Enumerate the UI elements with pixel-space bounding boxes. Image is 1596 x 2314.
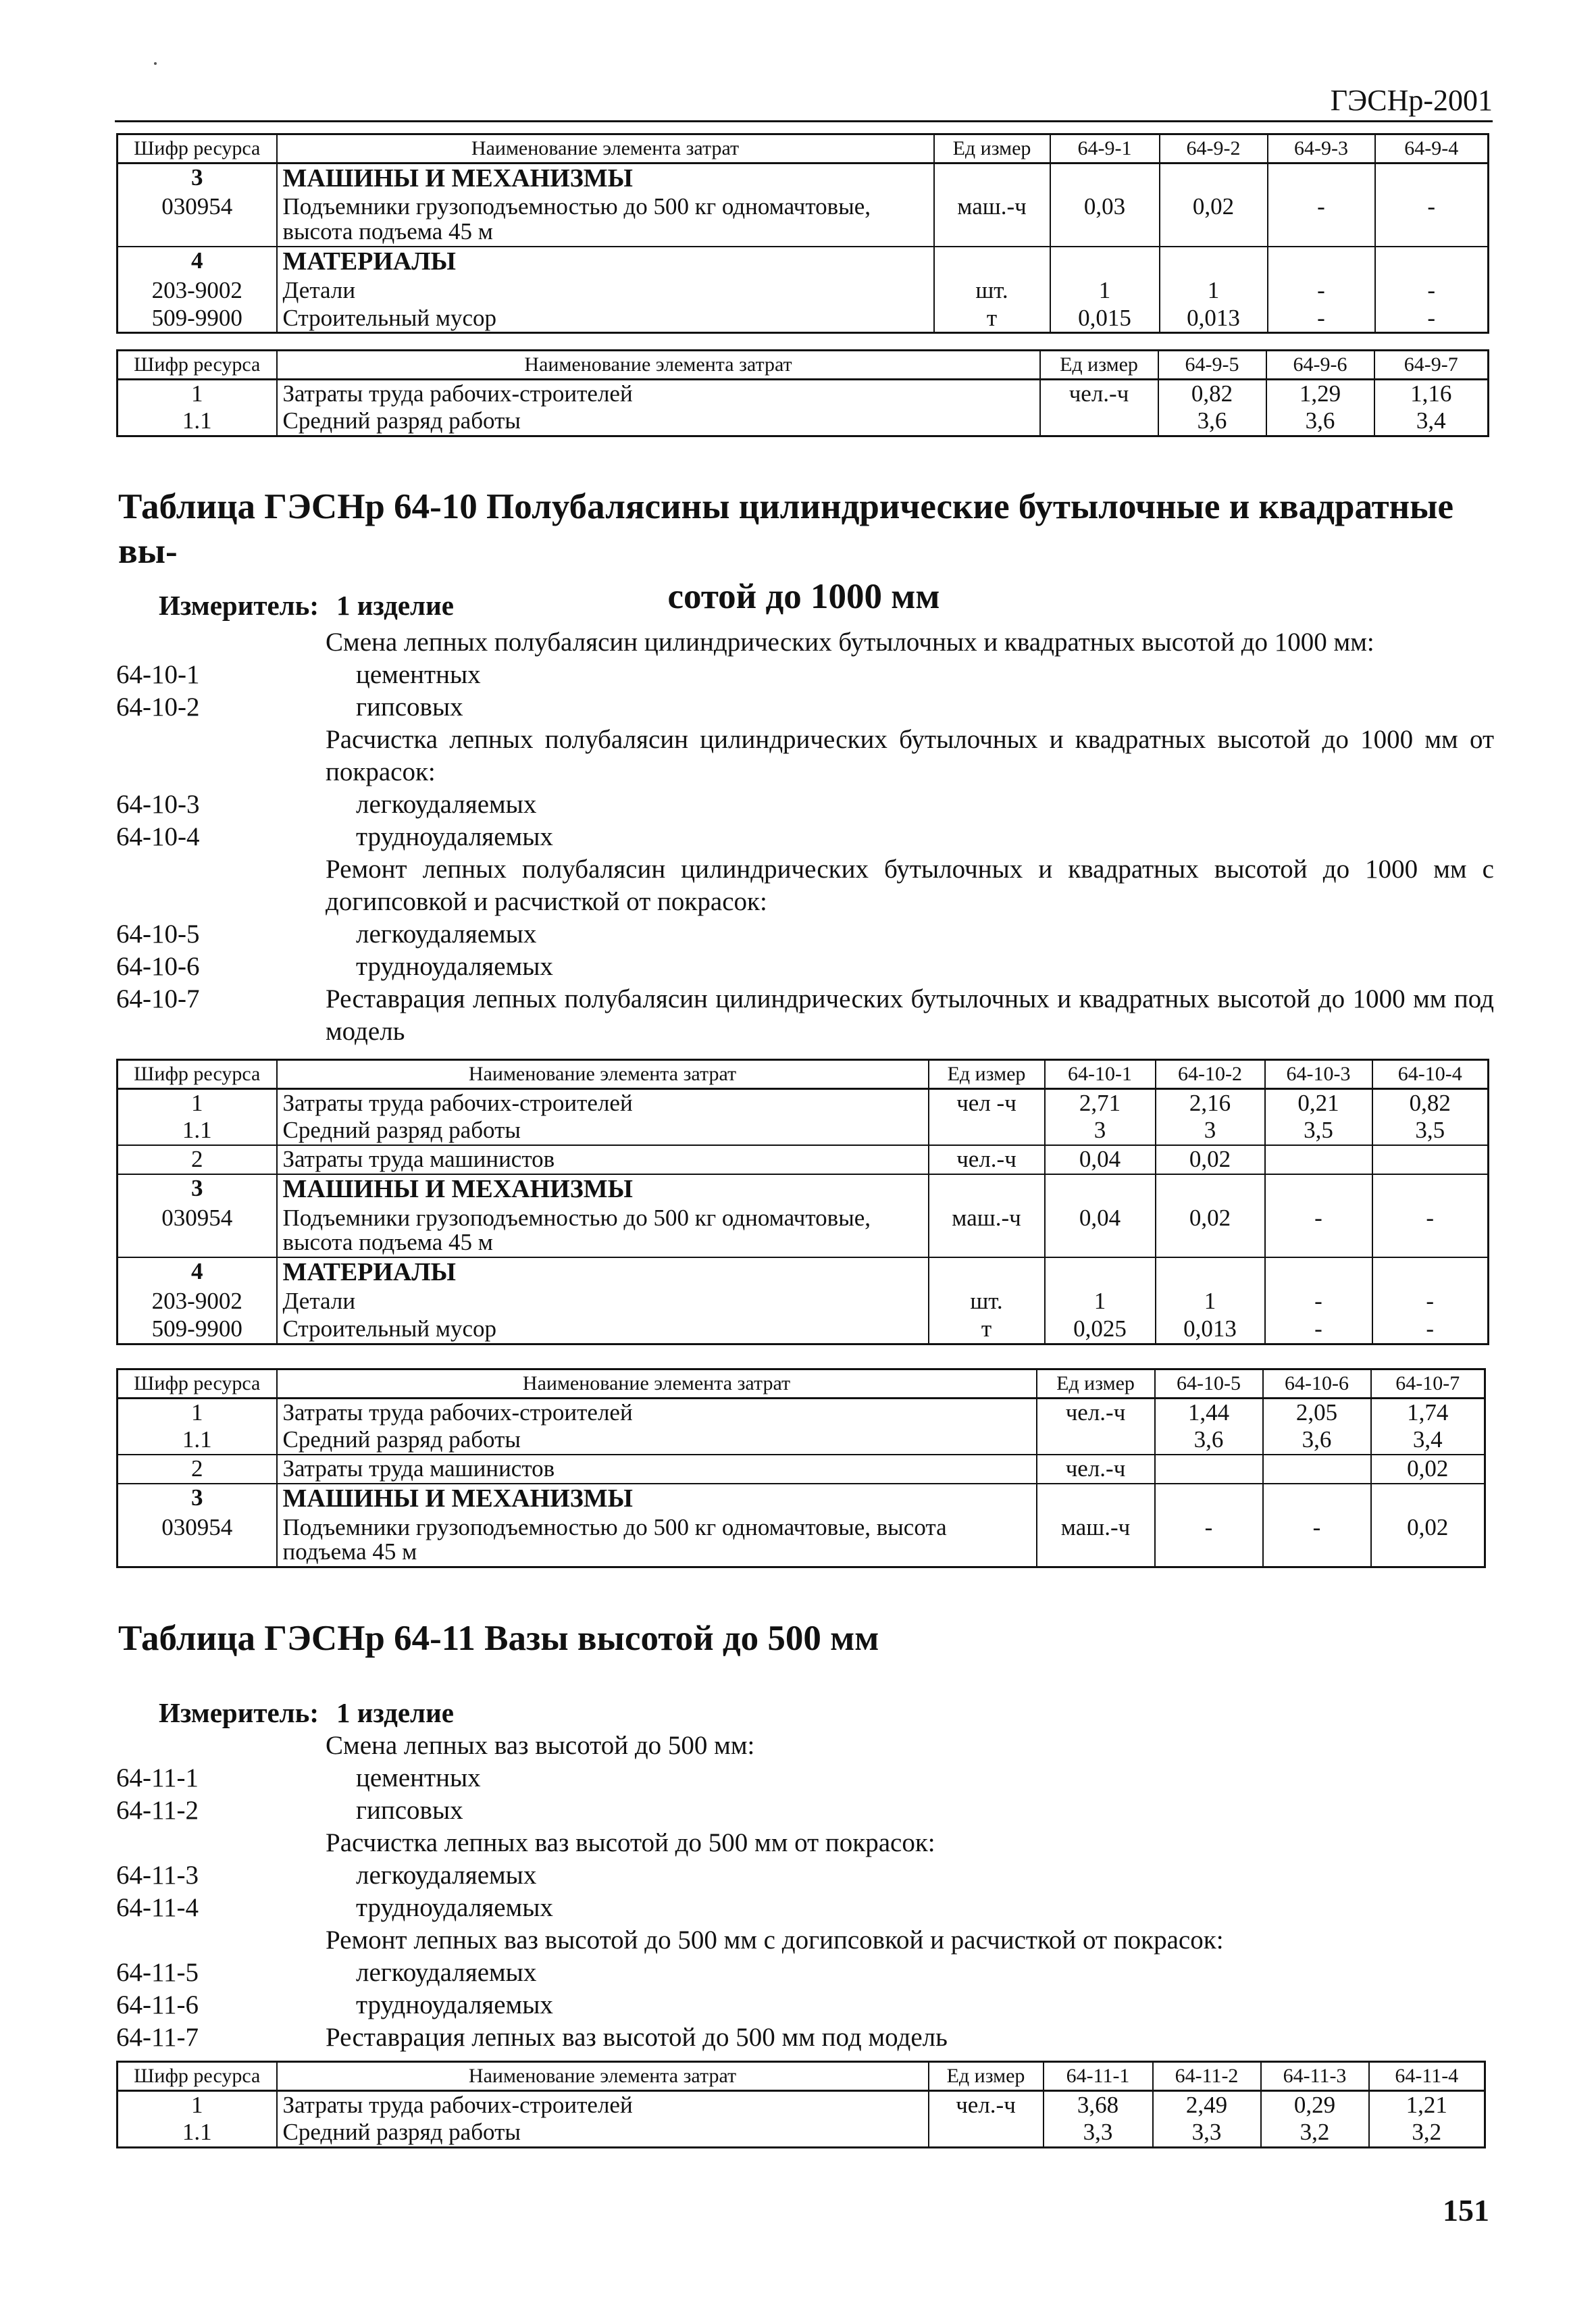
- value-cell: 3,3: [1153, 2119, 1261, 2147]
- table-row: [118, 1174, 1489, 1205]
- header-cell: Шифр ресурса: [118, 1369, 277, 1399]
- value-cell: -: [1372, 1205, 1489, 1258]
- header-cell: 64-9-3: [1268, 134, 1375, 164]
- header-cell: Шифр ресурса: [118, 134, 277, 164]
- page-header: [115, 80, 1493, 122]
- cost-item-name: Затраты труда рабочих-строителей: [277, 379, 1040, 407]
- table-row: [118, 305, 1489, 333]
- resource-code: 030954: [118, 1514, 277, 1567]
- resource-code: 4: [118, 1257, 277, 1288]
- scan-speck: [154, 62, 157, 65]
- resource-code: 1: [118, 1398, 277, 1426]
- resource-table-64-9-b: [116, 349, 1489, 437]
- value-cell: -: [1268, 193, 1375, 247]
- value-cell: 0,02: [1156, 1205, 1265, 1258]
- unit: [929, 1117, 1045, 1145]
- table-header-row: [118, 1369, 1485, 1399]
- value-cell: 0,21: [1265, 1088, 1372, 1117]
- value-cell: 1: [1156, 1288, 1265, 1315]
- work-code: 64-10-2: [116, 693, 200, 722]
- resource-code: 509-9900: [118, 1315, 277, 1344]
- value-cell: 0,03: [1050, 193, 1160, 247]
- value-cell: 1,74: [1371, 1398, 1485, 1426]
- value-cell: 2,71: [1045, 1088, 1156, 1117]
- value-cell: 3,5: [1265, 1117, 1372, 1145]
- resource-code: 1.1: [118, 1426, 277, 1455]
- work-group-text: Смена лепных полубалясин цилиндрических бутылочных и квадратных высотой до 1000 мм:: [326, 628, 1374, 657]
- resource-code: 203-9002: [118, 1288, 277, 1315]
- table-header-row: [118, 1060, 1489, 1089]
- header-cell: Шифр ресурса: [118, 1060, 277, 1089]
- section-heading: МАТЕРИАЛЫ: [277, 1257, 929, 1288]
- resource-code: 4: [118, 247, 277, 277]
- header-cell: 64-11-4: [1369, 2062, 1485, 2091]
- section-heading: МАШИНЫ И МЕХАНИЗМЫ: [277, 1484, 1037, 1514]
- table-row: [118, 1117, 1489, 1145]
- work-list-64-11: [116, 1730, 1494, 2054]
- value-cell: 2,16: [1156, 1088, 1265, 1117]
- header-cell: Ед измер: [1037, 1369, 1155, 1399]
- table-row: [118, 1288, 1489, 1315]
- header-cell: Шифр ресурса: [118, 2062, 277, 2091]
- work-code: 64-10-7: [116, 984, 200, 1013]
- unit: [1040, 407, 1158, 436]
- value-cell: 3,5: [1372, 1117, 1489, 1145]
- value-cell: 3,6: [1263, 1426, 1371, 1455]
- value-cell: 1: [1045, 1288, 1156, 1315]
- value-cell: 3: [1156, 1117, 1265, 1145]
- work-code: 64-10-1: [116, 660, 200, 689]
- value-cell: [1372, 1145, 1489, 1174]
- resource-code: 030954: [118, 1205, 277, 1258]
- section-heading: МАТЕРИАЛЫ: [277, 247, 934, 277]
- header-cell: Ед измер: [929, 1060, 1045, 1089]
- header-cell: 64-10-4: [1372, 1060, 1489, 1089]
- value-cell: -: [1263, 1514, 1371, 1567]
- header-cell: 64-10-3: [1265, 1060, 1372, 1089]
- header-cell: 64-11-2: [1153, 2062, 1261, 2091]
- measure-value: 1 изделие: [336, 1697, 454, 1728]
- table-row: [118, 1088, 1489, 1117]
- work-item: гипсовых: [356, 1796, 463, 1825]
- work-item: цементных: [356, 660, 481, 689]
- value-cell: 0,02: [1371, 1514, 1485, 1567]
- resource-table-64-9-a: [116, 133, 1489, 334]
- cost-item-name: Затраты труда рабочих-строителей: [277, 1088, 929, 1117]
- resource-code: 2: [118, 1145, 277, 1174]
- resource-code: 3: [118, 1174, 277, 1205]
- table-row: [118, 247, 1489, 277]
- value-cell: 3,2: [1261, 2119, 1369, 2147]
- value-cell: -: [1375, 193, 1489, 247]
- table-row: [118, 407, 1489, 436]
- header-cell: Наименование элемента затрат: [277, 351, 1040, 380]
- value-cell: [1265, 1145, 1372, 1174]
- unit: т: [934, 305, 1050, 333]
- value-cell: 3,3: [1044, 2119, 1153, 2147]
- value-cell: 0,04: [1045, 1205, 1156, 1258]
- unit: чел.-ч: [929, 2090, 1044, 2119]
- cost-item-name: Затраты труда машинистов: [277, 1145, 929, 1174]
- value-cell: 0,02: [1371, 1455, 1485, 1484]
- value-cell: 0,013: [1156, 1315, 1265, 1344]
- table-row: [118, 1205, 1489, 1258]
- value-cell: [1155, 1455, 1263, 1484]
- resource-table-64-10-b: [116, 1368, 1486, 1568]
- measure-value: 1 изделие: [336, 590, 454, 621]
- section-heading: МАШИНЫ И МЕХАНИЗМЫ: [277, 1174, 929, 1205]
- resource-code: 3: [118, 163, 277, 193]
- value-cell: -: [1265, 1315, 1372, 1344]
- value-cell: 0,02: [1156, 1145, 1265, 1174]
- resource-code: 203-9002: [118, 277, 277, 305]
- unit: [929, 2119, 1044, 2147]
- value-cell: 0,013: [1160, 305, 1268, 333]
- page-number: 151: [1443, 2193, 1489, 2228]
- value-cell: 0,015: [1050, 305, 1160, 333]
- measure-line: [159, 589, 454, 622]
- work-code: 64-10-5: [116, 920, 200, 949]
- resource-code: 509-9900: [118, 305, 277, 333]
- value-cell: 0,025: [1045, 1315, 1156, 1344]
- resource-code: 1.1: [118, 1117, 277, 1145]
- table-row: [118, 2119, 1485, 2147]
- work-code: 64-11-6: [116, 1990, 199, 2019]
- table-row: [118, 1145, 1489, 1174]
- unit: чел -ч: [929, 1088, 1045, 1117]
- resource-table-64-11-a: [116, 2061, 1486, 2148]
- value-cell: -: [1372, 1315, 1489, 1344]
- value-cell: 3: [1045, 1117, 1156, 1145]
- work-code: 64-10-3: [116, 790, 200, 819]
- header-cell: Наименование элемента затрат: [277, 2062, 929, 2091]
- work-group-text: Реставрация лепных ваз высотой до 500 мм под модель: [326, 2023, 948, 2052]
- unit: маш.-ч: [934, 193, 1050, 247]
- value-cell: 0,82: [1158, 379, 1266, 407]
- header-cell: 64-9-6: [1266, 351, 1374, 380]
- unit: т: [929, 1315, 1045, 1344]
- value-cell: -: [1268, 305, 1375, 333]
- table-row: [118, 2090, 1485, 2119]
- header-cell: 64-9-1: [1050, 134, 1160, 164]
- value-cell: -: [1375, 305, 1489, 333]
- value-cell: -: [1372, 1288, 1489, 1315]
- cost-item-name: Затраты труда рабочих-строителей: [277, 1398, 1037, 1426]
- unit: шт.: [929, 1288, 1045, 1315]
- value-cell: 1: [1160, 277, 1268, 305]
- work-code: 64-11-1: [116, 1763, 199, 1792]
- header-cell: 64-10-7: [1371, 1369, 1485, 1399]
- work-item: легкоудаляемых: [356, 790, 537, 819]
- value-cell: 3,6: [1158, 407, 1266, 436]
- work-code: 64-11-3: [116, 1861, 199, 1890]
- header-cell: 64-10-1: [1045, 1060, 1156, 1089]
- value-cell: -: [1265, 1205, 1372, 1258]
- cost-item-name: Подъемники грузоподъемностью до 500 кг одномачтовые, высота подъема 45 м: [277, 1514, 1037, 1567]
- resource-code: 1: [118, 2090, 277, 2119]
- work-item: гипсовых: [356, 693, 463, 722]
- table-header-row: [118, 2062, 1485, 2091]
- value-cell: 3,6: [1155, 1426, 1263, 1455]
- table-row: [118, 1455, 1485, 1484]
- resource-code: 1.1: [118, 2119, 277, 2147]
- header-cell: 64-11-1: [1044, 2062, 1153, 2091]
- table-header-row: [118, 134, 1489, 164]
- work-item: трудноудаляемых: [356, 1893, 553, 1922]
- document-code: ГЭСНр-2001: [1330, 84, 1493, 117]
- value-cell: 1,16: [1374, 379, 1489, 407]
- cost-item-name: Средний разряд работы: [277, 1117, 929, 1145]
- cost-item-name: Затраты труда машинистов: [277, 1455, 1037, 1484]
- work-group-text: Смена лепных ваз высотой до 500 мм:: [326, 1731, 755, 1760]
- cost-item-name: Детали: [277, 1288, 929, 1315]
- value-cell: 2,05: [1263, 1398, 1371, 1426]
- header-cell: Наименование элемента затрат: [277, 1060, 929, 1089]
- work-item: цементных: [356, 1763, 481, 1792]
- table-row: [118, 1398, 1485, 1426]
- value-cell: 1: [1050, 277, 1160, 305]
- value-cell: 3,2: [1369, 2119, 1485, 2147]
- cost-item-name: Затраты труда рабочих-строителей: [277, 2090, 929, 2119]
- resource-code: 1.1: [118, 407, 277, 436]
- value-cell: 3,4: [1374, 407, 1489, 436]
- table-row: [118, 1315, 1489, 1344]
- resource-code: 1: [118, 1088, 277, 1117]
- cost-item-name: Детали: [277, 277, 934, 305]
- header-cell: 64-10-5: [1155, 1369, 1263, 1399]
- section-heading: МАШИНЫ И МЕХАНИЗМЫ: [277, 163, 934, 193]
- table-row: [118, 1426, 1485, 1455]
- value-cell: 1,44: [1155, 1398, 1263, 1426]
- table-row: [118, 379, 1489, 407]
- table-title-64-11: [118, 1616, 1489, 1661]
- header-cell: Шифр ресурса: [118, 351, 277, 380]
- work-group-text: Расчистка лепных полубалясин цилиндрических бутылочных и квадратных высотой до 1000 мм от покрасок:: [326, 725, 1494, 786]
- work-group-text: Ремонт лепных полубалясин цилиндрических бутылочных и квадратных высотой до 1000 мм с догипсовкой и расчисткой от покрасок:: [326, 855, 1494, 916]
- unit: маш.-ч: [1037, 1514, 1155, 1567]
- value-cell: 3,6: [1266, 407, 1374, 436]
- value-cell: 3,68: [1044, 2090, 1153, 2119]
- value-cell: 2,49: [1153, 2090, 1261, 2119]
- title-line-1: Таблица ГЭСНр 64-10 Полубалясины цилиндрические бутылочные и квадратные вы-: [118, 487, 1454, 572]
- work-code: 64-11-2: [116, 1796, 199, 1825]
- unit: чел.-ч: [1040, 379, 1158, 407]
- work-item: легкоудаляемых: [356, 1861, 537, 1890]
- work-code: 64-11-5: [116, 1958, 199, 1987]
- work-item: легкоудаляемых: [356, 1958, 537, 1987]
- table-row: [118, 1257, 1489, 1288]
- value-cell: 0,82: [1372, 1088, 1489, 1117]
- value-cell: 0,29: [1261, 2090, 1369, 2119]
- value-cell: 0,04: [1045, 1145, 1156, 1174]
- unit: [1037, 1426, 1155, 1455]
- unit: чел.-ч: [1037, 1455, 1155, 1484]
- unit: маш.-ч: [929, 1205, 1045, 1258]
- title-line-1: Таблица ГЭСНр 64-11 Вазы высотой до 500 мм: [118, 1619, 879, 1658]
- work-code: 64-11-4: [116, 1893, 199, 1922]
- header-cell: Наименование элемента затрат: [277, 1369, 1037, 1399]
- resource-code: 030954: [118, 193, 277, 247]
- value-cell: 1,29: [1266, 379, 1374, 407]
- work-item: легкоудаляемых: [356, 920, 537, 949]
- work-item: трудноудаляемых: [356, 1990, 553, 2019]
- cost-item-name: Средний разряд работы: [277, 1426, 1037, 1455]
- header-cell: 64-9-2: [1160, 134, 1268, 164]
- work-code: 64-10-4: [116, 822, 200, 851]
- value-cell: 3,4: [1371, 1426, 1485, 1455]
- header-cell: Наименование элемента затрат: [277, 134, 934, 164]
- header-cell: 64-9-5: [1158, 351, 1266, 380]
- cost-item-name: Строительный мусор: [277, 305, 934, 333]
- unit: чел.-ч: [929, 1145, 1045, 1174]
- header-cell: Ед измер: [1040, 351, 1158, 380]
- header-cell: 64-9-4: [1375, 134, 1489, 164]
- table-row: [118, 163, 1489, 193]
- work-list-64-10: [116, 626, 1494, 1048]
- work-item: трудноудаляемых: [356, 952, 553, 981]
- header-cell: 64-11-3: [1261, 2062, 1369, 2091]
- table-row: [118, 1514, 1485, 1567]
- title-line-2: сотой до 1000 мм: [667, 576, 940, 616]
- header-cell: Ед измер: [929, 2062, 1044, 2091]
- header-cell: 64-9-7: [1374, 351, 1489, 380]
- work-group-text: Расчистка лепных ваз высотой до 500 мм от покрасок:: [326, 1828, 935, 1857]
- work-group-text: Реставрация лепных полубалясин цилиндрических бутылочных и квадратных высотой до 1000 мм под модель: [326, 984, 1494, 1046]
- measure-label: Измеритель:: [159, 1697, 319, 1728]
- unit: чел.-ч: [1037, 1398, 1155, 1426]
- header-cell: 64-10-6: [1263, 1369, 1371, 1399]
- resource-code: 3: [118, 1484, 277, 1514]
- header-cell: Ед измер: [934, 134, 1050, 164]
- work-item: трудноудаляемых: [356, 822, 553, 851]
- value-cell: -: [1155, 1514, 1263, 1567]
- table-row: [118, 277, 1489, 305]
- value-cell: [1263, 1455, 1371, 1484]
- header-cell: 64-10-2: [1156, 1060, 1265, 1089]
- measure-line: [159, 1696, 454, 1729]
- value-cell: -: [1268, 277, 1375, 305]
- cost-item-name: Строительный мусор: [277, 1315, 929, 1344]
- resource-code: 1: [118, 379, 277, 407]
- value-cell: -: [1375, 277, 1489, 305]
- work-group-text: Ремонт лепных ваз высотой до 500 мм с догипсовкой и расчисткой от покрасок:: [326, 1926, 1224, 1955]
- table-header-row: [118, 351, 1489, 380]
- measure-label: Измеритель:: [159, 590, 319, 621]
- cost-item-name: Подъемники грузоподъемностью до 500 кг одномачтовые, высота подъема 45 м: [277, 1205, 929, 1258]
- cost-item-name: Подъемники грузоподъемностью до 500 кг одномачтовые, высота подъема 45 м: [277, 193, 934, 247]
- work-code: 64-11-7: [116, 2023, 199, 2052]
- table-row: [118, 193, 1489, 247]
- unit: шт.: [934, 277, 1050, 305]
- value-cell: 1,21: [1369, 2090, 1485, 2119]
- value-cell: -: [1265, 1288, 1372, 1315]
- work-code: 64-10-6: [116, 952, 200, 981]
- value-cell: 0,02: [1160, 193, 1268, 247]
- resource-table-64-10-a: [116, 1059, 1489, 1345]
- cost-item-name: Средний разряд работы: [277, 407, 1040, 436]
- resource-code: 2: [118, 1455, 277, 1484]
- table-row: [118, 1484, 1485, 1514]
- cost-item-name: Средний разряд работы: [277, 2119, 929, 2147]
